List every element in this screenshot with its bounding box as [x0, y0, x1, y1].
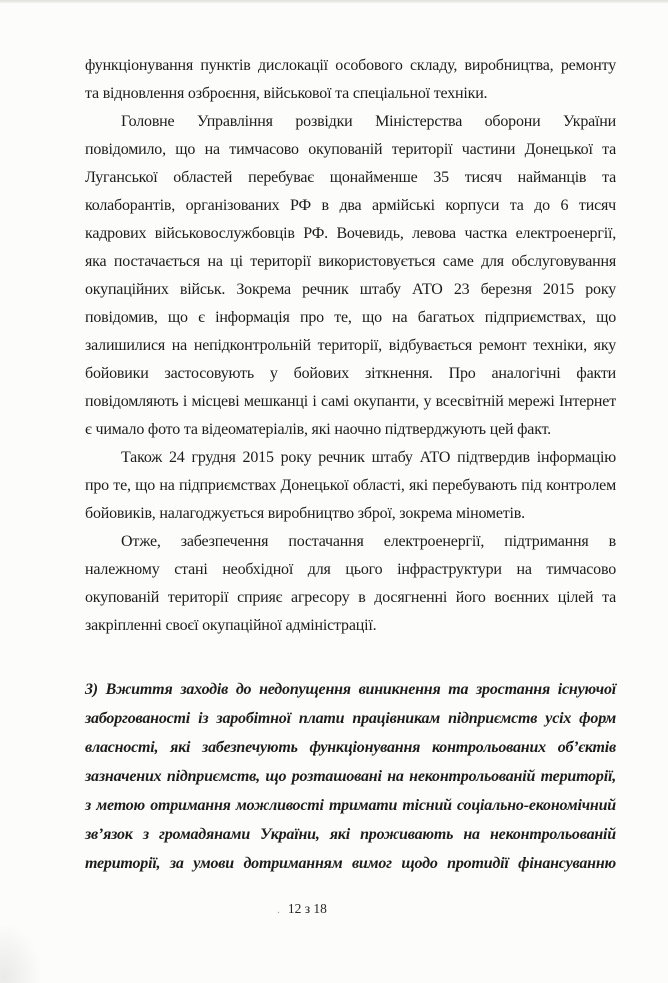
- document-text-body: [85, 52, 616, 878]
- page-footer: [277, 899, 327, 920]
- text-line: Також 24 грудня 2015 року речник штабу АТО підтвердив інформацію: [121, 449, 616, 466]
- text-line: окупованій території сприяє агресору в досягненні його воєнних цілей та: [85, 589, 616, 606]
- stray-dot-artifact: .: [277, 904, 280, 916]
- text-line: кадрових військовослужбовців РФ. Вочевидь, левова частка електроенергії,: [85, 225, 616, 242]
- text-line: повідомило, що на тимчасово окупованій території частини Донецької та: [85, 141, 616, 158]
- text-line: про те, що на підприємствах Донецької області, які перебувають під контролем: [85, 477, 616, 494]
- paragraph: [85, 52, 616, 108]
- text-line: бойовиків, налагоджується виробництво зброї, зокрема мінометів.: [85, 505, 525, 522]
- text-line: є чимало фото та відеоматеріалів, які наочно підтверджують цей факт.: [85, 421, 551, 438]
- text-line: повідомляють і місцеві мешканці і самі окупанти, у всесвітній мережі Інтернет: [85, 393, 616, 410]
- paragraph: [85, 444, 616, 528]
- text-line: з метою отримання можливості тримати тісний соціально-економічний: [85, 797, 616, 814]
- text-line: залишилися на непідконтрольній території, відбувається ремонт техніки, яку: [85, 337, 616, 354]
- text-line: заборгованості із заробітної плати працівникам підприємств усіх форм: [85, 710, 616, 727]
- text-line: належному стані необхідної для цього інфраструктури на тимчасово: [85, 561, 616, 578]
- text-line: колаборантів, організованих РФ в два армійські корпуси та до 6 тисяч: [85, 197, 616, 214]
- text-line: бойовики застосовують у бойових зіткнення. Про аналогічні факти: [85, 365, 616, 382]
- text-line: зв’язок з громадянами України, які проживають на неконтрольованій: [85, 826, 616, 843]
- text-line: зазначених підприємств, що розташовані на неконтрольованій території,: [85, 768, 616, 785]
- text-line: власності, які забезпечують функціонування контрольованих об’єктів: [85, 739, 616, 756]
- text-line: яка постачається на ці території використовується саме для обслуговування: [85, 253, 616, 270]
- paragraph: [85, 528, 616, 640]
- text-line: території, за умови дотриманням вимог щодо протидії фінансуванню: [85, 855, 616, 872]
- page-number-label: 12 з 18: [287, 901, 327, 916]
- text-line: 3) Вжиття заходів до недопущення виникнення та зростання існуючої: [85, 681, 616, 698]
- paragraph: [85, 675, 616, 878]
- text-line: окупаційних військ. Зокрема речник штабу АТО 23 березня 2015 року: [85, 281, 616, 298]
- text-line: закріпленні своєї окупаційної адміністрації.: [85, 617, 377, 634]
- text-line: Отже, забезпечення постачання електроенергії, підтримання в: [121, 533, 616, 550]
- scan-edge-artifact: [0, 0, 668, 3]
- paragraph: [85, 108, 616, 444]
- scan-smudge-artifact: [0, 923, 42, 983]
- text-line: та відновлення озброєння, військової та спеціальної техніки.: [85, 85, 488, 102]
- text-line: функціонування пунктів дислокації особового складу, виробництва, ремонту: [85, 57, 616, 74]
- text-line: повідомив, що є інформація про те, що на багатьох підприємствах, що: [85, 309, 616, 326]
- text-line: Головне Управління розвідки Міністерства оборони України: [121, 113, 616, 130]
- text-line: Луганської областей перебуває щонайменше 35 тисяч найманців та: [85, 169, 616, 186]
